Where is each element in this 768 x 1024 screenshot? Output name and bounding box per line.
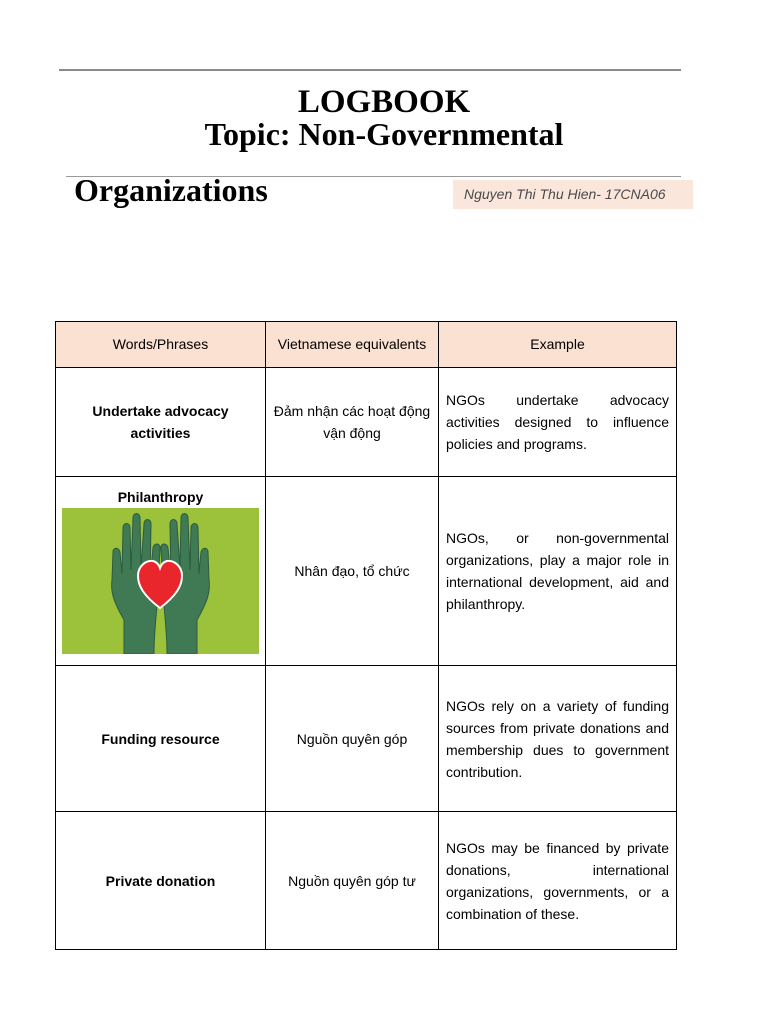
phrase-cell: Undertake advocacy activities bbox=[56, 368, 266, 477]
phrase-cell: Private donation bbox=[56, 812, 266, 950]
table-row bbox=[56, 368, 677, 477]
header-words-phrases: Words/Phrases bbox=[56, 322, 266, 368]
table-row bbox=[56, 477, 677, 666]
example-cell: NGOs undertake advocacy activities designed to influence policies and programs. bbox=[439, 368, 677, 477]
top-rule bbox=[59, 69, 681, 71]
vietnamese-cell: Đảm nhận các hoạt động vận động bbox=[266, 368, 439, 477]
vietnamese-cell: Nhân đạo, tổ chức bbox=[266, 477, 439, 666]
phrase-cell: Funding resource bbox=[56, 666, 266, 812]
example-cell: NGOs may be financed by private donations, international organizations, governments, or a combination of these. bbox=[439, 812, 677, 950]
table-row bbox=[56, 666, 677, 812]
topic-title: Topic: Non-Governmental bbox=[204, 116, 564, 152]
topic-title-continued: Organizations bbox=[74, 172, 268, 208]
phrase-label: Philanthropy bbox=[117, 489, 204, 505]
example-cell: NGOs, or non-governmental organizations, play a major role in international development, aid and philanthropy. bbox=[439, 477, 677, 666]
vietnamese-cell: Nguồn quyên góp bbox=[266, 666, 439, 812]
example-cell: NGOs rely on a variety of funding sources from private donations and membership dues to government contribution. bbox=[439, 666, 677, 812]
phrase-cell-with-image bbox=[56, 477, 266, 666]
table-header-row bbox=[56, 322, 677, 368]
vocabulary-table bbox=[55, 321, 677, 950]
table-row bbox=[56, 812, 677, 950]
author-name: Nguyen Thi Thu Hien- 17CNA06 bbox=[464, 186, 666, 202]
header-example: Example bbox=[439, 322, 677, 368]
hands-heart-illustration-icon bbox=[62, 508, 259, 654]
logbook-title: LOGBOOK bbox=[297, 84, 471, 120]
vietnamese-cell: Nguồn quyên góp tư bbox=[266, 812, 439, 950]
header-vietnamese: Vietnamese equivalents bbox=[266, 322, 439, 368]
